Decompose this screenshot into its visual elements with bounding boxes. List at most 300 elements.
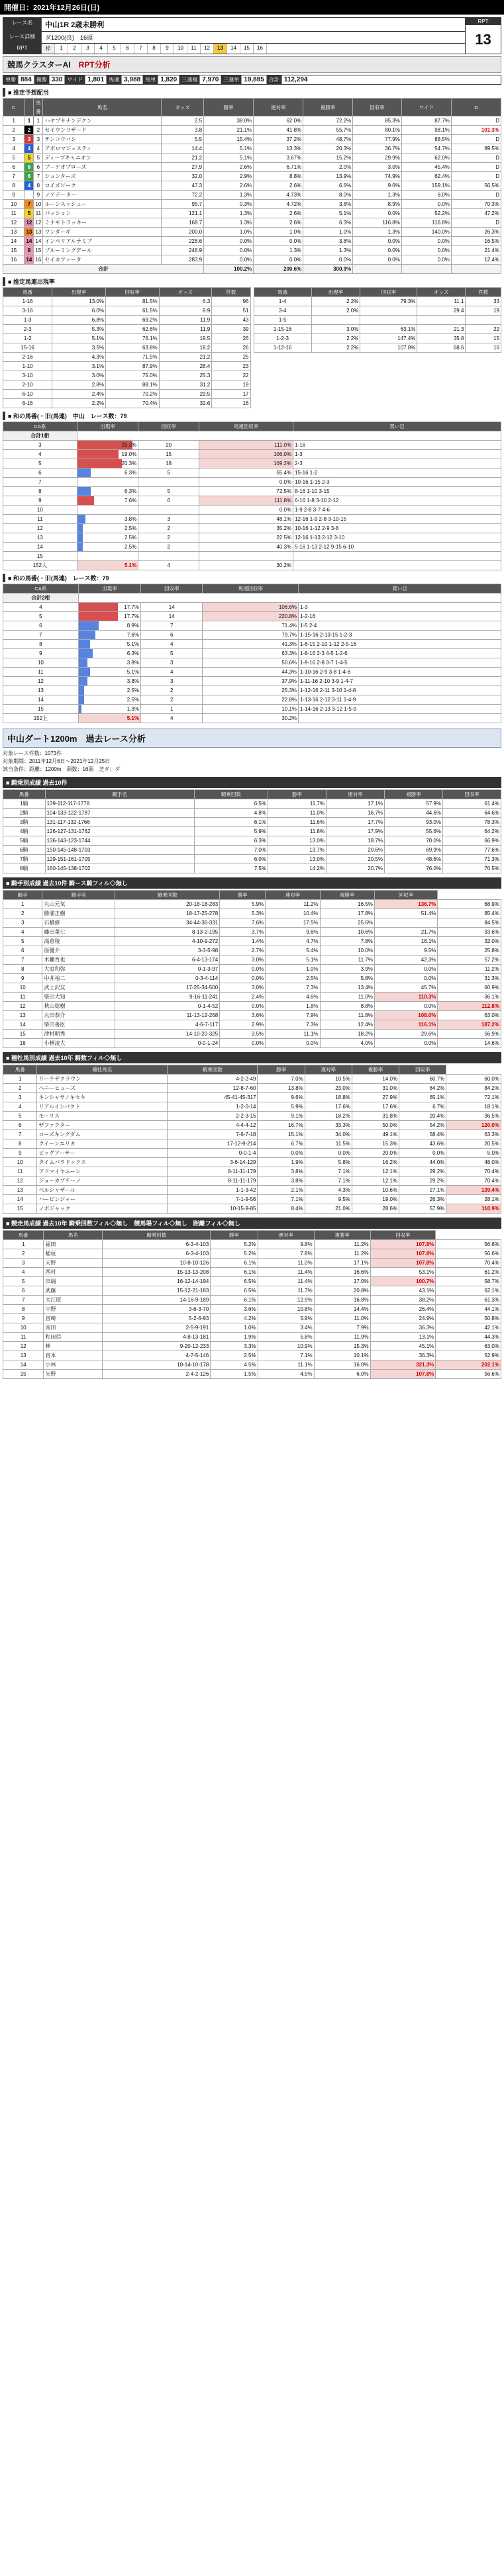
table-row[interactable]	[3, 126, 501, 135]
horse-num-6[interactable]: 6	[121, 44, 134, 54]
table-row[interactable]	[3, 380, 251, 390]
row-name: 武藤	[44, 1286, 103, 1296]
odds: 68.6	[417, 343, 466, 353]
row-record: 20-18-18-283	[115, 900, 220, 909]
row-key: 7騎	[3, 855, 46, 864]
wide-rate: 116.8%	[401, 218, 451, 228]
jk-head-0: 馬番	[3, 790, 46, 799]
umaren-left-header	[3, 288, 251, 297]
recovery-rate: 87.9%	[105, 362, 159, 371]
appear-rate: 1.3%	[78, 705, 140, 714]
table-row[interactable]	[3, 1020, 501, 1030]
win-rate: 3.6%	[211, 1305, 258, 1314]
recovery-rate-2: 139.4%	[446, 1186, 501, 1195]
place2-rate: 4.5%	[258, 1370, 314, 1379]
table-row[interactable]	[3, 1305, 501, 1314]
horse-num-7[interactable]: 7	[134, 44, 148, 54]
table-row[interactable]	[3, 974, 501, 983]
table-row[interactable]	[3, 677, 501, 686]
umaren-r-th-2: 回収率	[360, 288, 417, 297]
win-rate: 1.3%	[204, 209, 254, 218]
recovery-rate: 79.3%	[360, 297, 417, 306]
table-row[interactable]	[3, 371, 251, 380]
table-row[interactable]	[3, 1314, 501, 1323]
row-record: 14-16-9-189	[103, 1296, 211, 1305]
sum-index: 7	[3, 631, 79, 640]
row-key: 4	[3, 1102, 37, 1112]
table-row[interactable]	[3, 135, 501, 144]
place2-rate: 5.8%	[258, 1333, 314, 1342]
place3-rate: 50.0%	[352, 1121, 399, 1130]
place3-rate: 76.0%	[384, 864, 442, 873]
horse-num-8[interactable]: 8	[148, 44, 161, 54]
row-key: 15	[3, 1204, 37, 1214]
buy-combo: 1-3	[299, 603, 501, 612]
recovery-rate: 53.1%	[370, 1268, 436, 1277]
recovery-rate: 9.5%	[374, 946, 438, 955]
odds: 2.5	[162, 116, 204, 126]
row-key: 12	[3, 1342, 44, 1351]
place3-rate: 16.6%	[314, 1268, 370, 1277]
horse-name: ハヤブサナンデクン	[43, 116, 162, 126]
table-row[interactable]	[3, 1130, 501, 1139]
table-row[interactable]	[254, 316, 501, 325]
table-row[interactable]	[3, 1249, 501, 1259]
d-value: D	[451, 154, 501, 163]
row-name: 林	[44, 1342, 103, 1351]
sum1-head-2: 回収率	[138, 422, 199, 431]
table-row[interactable]	[3, 1011, 501, 1020]
row-record: 4-4-4-12	[168, 1121, 258, 1130]
table-row[interactable]	[254, 306, 501, 316]
table-row[interactable]	[3, 362, 251, 371]
table-row[interactable]	[3, 316, 251, 325]
recovery-rate: 3.0%	[353, 163, 402, 172]
table-row[interactable]	[3, 543, 501, 552]
win-rate: 0.3%	[204, 200, 254, 209]
d-value: 26.3%	[451, 228, 501, 237]
table-row[interactable]	[3, 695, 501, 705]
horse-num-12[interactable]: 12	[201, 44, 214, 54]
horse-number-strip	[3, 44, 465, 54]
row-key: 3	[3, 1259, 44, 1268]
place3-rate: 14.0%	[352, 1075, 399, 1084]
table-row[interactable]	[3, 200, 501, 209]
row-key: 6	[3, 1286, 44, 1296]
table-row[interactable]	[3, 1084, 501, 1093]
row-name: 150-145-148-1703	[45, 846, 194, 855]
row-key: 5	[3, 937, 42, 946]
table-row[interactable]	[3, 1112, 501, 1121]
horse-num-15[interactable]: 15	[240, 44, 254, 54]
d-value: 56.5%	[451, 181, 501, 191]
jk-head-6: 回収率	[442, 790, 501, 799]
table-row[interactable]	[3, 1286, 501, 1296]
row-key: 6	[3, 946, 42, 955]
horse-number: 6	[34, 163, 43, 172]
win-rate: 6.1%	[211, 1259, 258, 1268]
table-row[interactable]	[3, 1370, 501, 1379]
horse-num-3[interactable]: 3	[81, 44, 95, 54]
recovery-rate-2: 44.3%	[436, 1333, 501, 1342]
place2-rate: 17.6%	[305, 1102, 352, 1112]
frame-badge: 2	[25, 126, 34, 135]
table-row[interactable]	[3, 1268, 501, 1277]
table-row[interactable]	[3, 172, 501, 181]
table-row[interactable]	[3, 631, 501, 640]
table-row[interactable]	[3, 506, 501, 515]
appear-rate: 6.3%	[78, 649, 140, 658]
d-value: 101.3%	[451, 126, 501, 135]
table-row[interactable]	[3, 1121, 501, 1130]
recovery-rate: 57.9%	[399, 1204, 446, 1214]
table-row[interactable]	[3, 390, 251, 399]
table-row[interactable]	[3, 1195, 501, 1204]
row-name: 丸山元気	[42, 900, 115, 909]
table-row[interactable]	[3, 496, 501, 506]
horse-name: インペリアルナミブ	[43, 237, 162, 246]
recovery-rate: 64.2%	[442, 827, 501, 836]
table-row[interactable]	[3, 255, 501, 265]
horse-num-11[interactable]: 11	[187, 44, 201, 54]
place3-rate: 5.8%	[320, 974, 374, 983]
table-row[interactable]	[3, 705, 501, 714]
table-row[interactable]	[3, 144, 501, 154]
recovery-rate: 116.1%	[374, 1020, 438, 1030]
table-row[interactable]	[3, 552, 501, 561]
table-row[interactable]	[3, 668, 501, 677]
table-row[interactable]	[3, 603, 501, 612]
table-row[interactable]	[254, 334, 501, 343]
table-row[interactable]	[3, 1342, 501, 1351]
horse-name: シュンターズ	[43, 172, 162, 181]
win-rate: 0.0%	[258, 1149, 305, 1158]
row-record: 6.0%	[194, 855, 268, 864]
pair: 1-4	[254, 297, 311, 306]
table-row[interactable]	[3, 487, 501, 496]
row-record: 0-3-4-114	[115, 974, 220, 983]
table-row[interactable]	[3, 640, 501, 649]
place2-rate: 12.9%	[258, 1296, 314, 1305]
place3-rate: 55.6%	[384, 827, 442, 836]
table-row[interactable]	[3, 218, 501, 228]
table-row[interactable]	[3, 163, 501, 172]
table-row[interactable]	[3, 459, 501, 468]
table-row[interactable]	[3, 1204, 501, 1214]
table-row[interactable]	[3, 993, 501, 1002]
table-row[interactable]	[3, 918, 501, 928]
table-row[interactable]	[3, 928, 501, 937]
table-row[interactable]	[3, 649, 501, 658]
place3-rate: 15.2%	[303, 154, 353, 163]
table-row[interactable]	[254, 297, 501, 306]
buy-combo: 1-13-16 2-12 3-11 1-4-9	[299, 695, 501, 705]
hit-count	[138, 506, 199, 515]
table-row[interactable]	[3, 1167, 501, 1177]
table-row[interactable]	[3, 658, 501, 668]
table-row[interactable]	[3, 353, 251, 362]
place2-rate: 1.0%	[266, 965, 320, 974]
place2-rate: 18.8%	[305, 1093, 352, 1102]
table-row[interactable]	[3, 1039, 501, 1048]
place3-rate: 7.9%	[314, 1323, 370, 1333]
recovery-rate: 24.9%	[370, 1314, 436, 1323]
row-record: 6.5%	[194, 799, 268, 809]
table-row[interactable]	[3, 799, 501, 809]
row-name: 小林凌大	[42, 1039, 115, 1048]
horse-num-4[interactable]: 4	[95, 44, 108, 54]
row-name: 石橋修	[42, 918, 115, 928]
row-key: 2	[3, 1084, 37, 1093]
row-name: 131-117-132-1766	[45, 818, 194, 827]
table-row[interactable]	[3, 228, 501, 237]
table-row[interactable]	[3, 1296, 501, 1305]
table-row[interactable]	[3, 325, 251, 334]
table-row[interactable]	[3, 1351, 501, 1360]
row-name: 中野	[44, 1305, 103, 1314]
buy-combo: 12-16 1-13 2-12 3-10	[293, 533, 501, 543]
hit-count	[138, 552, 199, 561]
odds: 283.9	[162, 255, 204, 265]
table-row[interactable]	[3, 1323, 501, 1333]
count: 26	[212, 334, 250, 343]
row-record: 7-1-9-56	[168, 1195, 258, 1204]
horse-num-9[interactable]: 9	[161, 44, 174, 54]
place3-rate: 14.4%	[314, 1305, 370, 1314]
table-row[interactable]	[3, 181, 501, 191]
row-record: 1-2-0-14	[168, 1102, 258, 1112]
table-row[interactable]	[3, 246, 501, 255]
table-row[interactable]	[3, 533, 501, 543]
sum1-header	[3, 422, 501, 431]
table-row[interactable]	[3, 846, 501, 855]
row-record: 2-5-9-191	[103, 1323, 211, 1333]
table-row[interactable]	[3, 864, 501, 873]
horse-num-16[interactable]: 16	[254, 44, 267, 54]
table-row[interactable]	[254, 325, 501, 334]
table-row[interactable]	[254, 343, 501, 353]
jk-head-1: 騎手名	[45, 790, 194, 799]
recovery-rate	[360, 306, 417, 316]
table-row[interactable]	[3, 983, 501, 993]
recovery-rate: 77.9%	[353, 135, 402, 144]
count: 15	[466, 334, 501, 343]
place2-rate: 11.5%	[305, 1139, 352, 1149]
win-rate: 9.6%	[258, 1093, 305, 1102]
row-key: 7	[3, 955, 42, 965]
table-row[interactable]	[3, 955, 501, 965]
table-row[interactable]	[3, 515, 501, 524]
recovery-rate: 70.4%	[105, 399, 159, 408]
table-row[interactable]	[3, 1277, 501, 1286]
appear-rate: 2.2%	[311, 334, 360, 343]
row-key: 7	[3, 1130, 37, 1139]
odds: 31.2	[159, 380, 212, 390]
table-row[interactable]	[3, 909, 501, 918]
place2-rate: 34.0%	[305, 1130, 352, 1139]
pd-head-6: 回収率	[370, 1231, 436, 1240]
row-record: 5.9%	[194, 827, 268, 836]
horse-name: ロイズピーク	[43, 181, 162, 191]
table-row[interactable]	[3, 297, 251, 306]
table-row[interactable]	[3, 946, 501, 955]
payout-c: 14	[3, 237, 25, 246]
table-row[interactable]	[3, 1186, 501, 1195]
recovery-rate: 81.5%	[105, 297, 159, 306]
table-row[interactable]	[3, 1102, 501, 1112]
recovery-rate-2: 68.9%	[438, 900, 501, 909]
place3-rate: 15.3%	[314, 1342, 370, 1351]
row-key: 11	[3, 1333, 44, 1342]
recovery-rate: 72.5%	[199, 487, 293, 496]
horse-num-13[interactable]: 13	[214, 44, 227, 54]
hit-count: 5	[138, 487, 199, 496]
row-key: 14	[3, 1195, 37, 1204]
hit-count: 20	[138, 441, 199, 450]
rpt-row-label: RPT	[3, 44, 42, 54]
table-row[interactable]	[3, 1333, 501, 1342]
table-row[interactable]	[3, 1259, 501, 1268]
table-row[interactable]	[3, 468, 501, 478]
table-row[interactable]	[3, 612, 501, 621]
table-row[interactable]	[3, 237, 501, 246]
th-d: D	[451, 99, 501, 116]
table-row[interactable]	[3, 818, 501, 827]
umaren-r-th-1: 出現率	[311, 288, 360, 297]
pair: 1-2	[3, 334, 52, 343]
page-title-rpt: RPT分析	[78, 60, 111, 69]
d-value: D	[451, 172, 501, 181]
pair: 1-3	[3, 316, 52, 325]
row-name: 勝浦正樹	[42, 909, 115, 918]
table-row[interactable]	[3, 1030, 501, 1039]
recovery-rate-2: 56.9%	[438, 1030, 501, 1039]
sum-index: 13	[3, 686, 79, 695]
sum-index: 14	[3, 543, 77, 552]
table-row[interactable]	[3, 1139, 501, 1149]
horse-num-10[interactable]: 10	[174, 44, 187, 54]
recovery-rate-2: 120.0%	[446, 1121, 501, 1130]
table-row[interactable]	[3, 1158, 501, 1167]
table-row[interactable]	[3, 306, 251, 316]
table-row[interactable]	[3, 1002, 501, 1011]
place2-rate: 4.73%	[254, 191, 303, 200]
odds: 5.5	[162, 135, 204, 144]
win-rate: 11.6%	[268, 818, 326, 827]
table-row[interactable]	[3, 154, 501, 163]
win-rate: 13.0%	[268, 836, 326, 846]
recovery-rate: 54.2%	[399, 1121, 446, 1130]
table-row[interactable]	[3, 334, 251, 343]
table-row[interactable]	[3, 1093, 501, 1102]
horse-num-14[interactable]: 14	[227, 44, 240, 54]
total-fuku: 300.9%	[303, 265, 353, 274]
table-row[interactable]	[3, 836, 501, 846]
foot-row	[3, 561, 501, 570]
course-section-title: 中山ダート1200m 過去レース分析	[3, 729, 501, 748]
table-row[interactable]	[3, 809, 501, 818]
recovery-rate: 44.3%	[203, 668, 299, 677]
section-title-umaren: ■ 推定馬連出現率	[3, 277, 501, 286]
buy-combo: 1-9-16 2-8 3-7 1-4-5	[299, 658, 501, 668]
table-row[interactable]	[3, 1360, 501, 1370]
hit-count: 2	[138, 524, 199, 533]
sum2-head-4: 買い目	[299, 584, 501, 594]
row-key: 5	[3, 1112, 37, 1121]
table-row[interactable]	[3, 524, 501, 533]
place3-rate: 72.2%	[303, 116, 353, 126]
table-row[interactable]	[3, 1149, 501, 1158]
row-name: 津村明秀	[42, 1030, 115, 1039]
appear-rate: 6.8%	[52, 316, 106, 325]
table-row[interactable]	[3, 343, 251, 353]
umaren-l-th-0: 馬番	[3, 288, 52, 297]
horse-num-1[interactable]: 1	[55, 44, 68, 54]
table-row[interactable]	[3, 450, 501, 459]
buy-combo: 10-16 1-12 2-9 3-8	[293, 524, 501, 533]
table-row[interactable]	[3, 1240, 501, 1249]
table-row[interactable]	[3, 965, 501, 974]
table-row[interactable]	[3, 441, 501, 450]
race-name-value: 中山1R 2歳未勝利	[45, 21, 105, 29]
table-row[interactable]	[3, 1075, 501, 1084]
table-row[interactable]	[3, 621, 501, 631]
sum2-head-2: 回収率	[140, 584, 203, 594]
win-rate: 7.0%	[258, 1075, 305, 1084]
jk-head-4: 連対率	[326, 790, 384, 799]
table-row[interactable]	[3, 900, 501, 909]
sum-foot-hit: 4	[140, 714, 203, 723]
place2-rate: 11.4%	[258, 1277, 314, 1286]
win-rate: 2.6%	[204, 181, 254, 191]
frame-badge: 5	[25, 154, 34, 163]
appear-rate: 3.8%	[77, 515, 138, 524]
table-row[interactable]	[3, 937, 501, 946]
sum-index: 13	[3, 533, 77, 543]
horse-num-5[interactable]: 5	[108, 44, 121, 54]
row-name: 高倉稜	[42, 937, 115, 946]
recovery-rate: 62.6%	[105, 325, 159, 334]
row-record: 8-11-11-179	[168, 1177, 258, 1186]
payout-header-row	[3, 99, 501, 116]
hit-count	[138, 478, 199, 487]
table-row[interactable]	[3, 855, 501, 864]
table-row[interactable]	[3, 399, 251, 408]
appear-rate: 7.6%	[78, 631, 140, 640]
buy-combo: 10-16 1-15 2-3	[293, 478, 501, 487]
table-row[interactable]	[3, 827, 501, 836]
recovery-rate-2: 42.1%	[436, 1323, 501, 1333]
wide-rate: 45.4%	[401, 163, 451, 172]
table-row[interactable]	[3, 478, 501, 487]
table-row[interactable]	[3, 191, 501, 200]
sum-index: 3	[3, 441, 77, 450]
row-record: 8-13-2-195	[115, 928, 220, 937]
hit-count: 2	[138, 543, 199, 552]
table-row[interactable]	[3, 209, 501, 218]
wide-rate: 6.0%	[401, 191, 451, 200]
place3-rate: 20.8%	[314, 1286, 370, 1296]
horse-num-2[interactable]: 2	[68, 44, 81, 54]
sire-header	[3, 1065, 501, 1075]
recovery-rate-2: 18.1%	[446, 1102, 501, 1112]
table-row[interactable]	[3, 1177, 501, 1186]
table-row[interactable]	[3, 116, 501, 126]
win-rate: 2.7%	[220, 946, 266, 955]
win-rate: 0.0%	[204, 255, 254, 265]
table-row[interactable]	[3, 686, 501, 695]
win-rate: 2.9%	[220, 1020, 266, 1030]
